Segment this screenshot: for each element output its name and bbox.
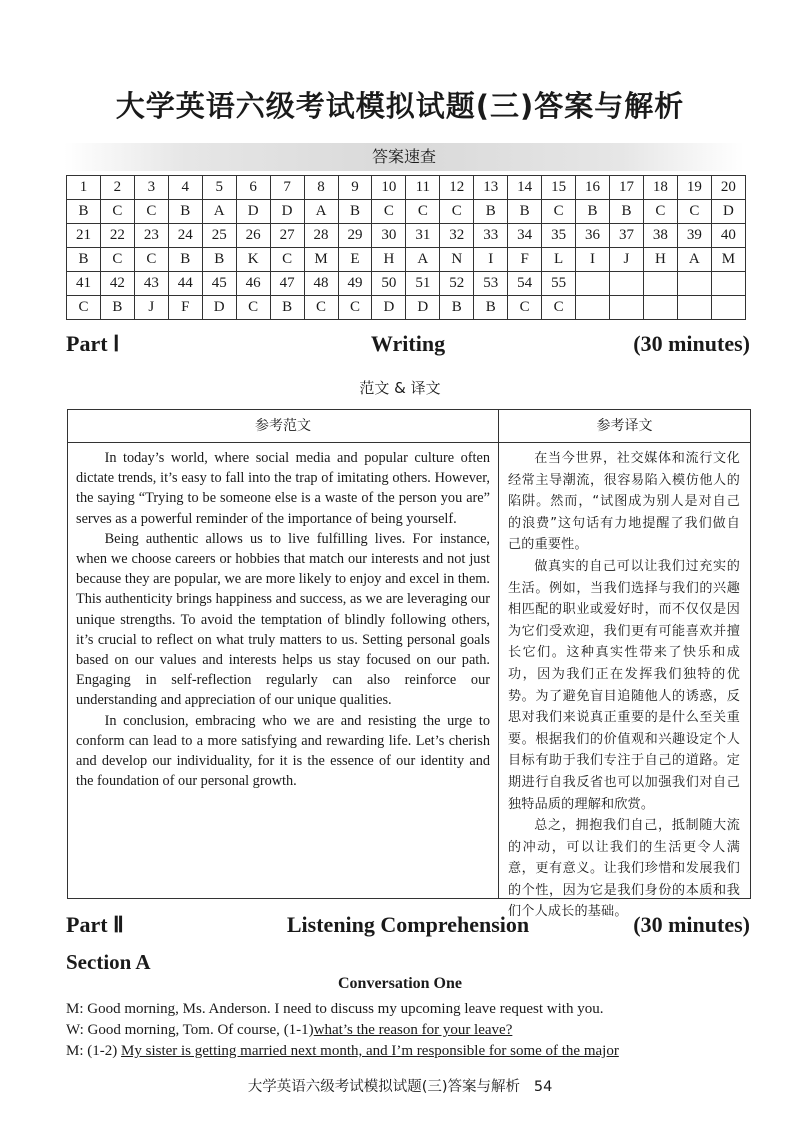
question-number-cell: 19 <box>677 176 711 200</box>
column-divider <box>498 410 499 898</box>
sample-essay-table <box>67 409 751 920</box>
dialogue-line <box>66 1043 756 1060</box>
answer-cell: C <box>100 248 134 272</box>
answer-key-heading: 答案速查 <box>371 147 436 166</box>
question-number-cell: 22 <box>100 224 134 248</box>
answer-cell: L <box>542 248 576 272</box>
answer-key-banner <box>64 143 744 171</box>
question-number-cell: 9 <box>338 176 372 200</box>
answer-cell: B <box>576 200 610 224</box>
answer-cell: A <box>677 248 711 272</box>
question-number-row <box>67 176 746 200</box>
answer-cell <box>610 296 644 320</box>
answer-cell: C <box>677 200 711 224</box>
answer-cell: D <box>270 200 304 224</box>
answer-row <box>67 248 746 272</box>
question-number-cell: 48 <box>304 272 338 296</box>
question-number-cell: 18 <box>643 176 677 200</box>
question-number-cell: 6 <box>236 176 270 200</box>
answer-cell: F <box>168 296 202 320</box>
question-number-cell: 8 <box>304 176 338 200</box>
col-header-en: 参考范文 <box>68 410 498 443</box>
question-number-cell: 12 <box>440 176 474 200</box>
answer-cell: B <box>610 200 644 224</box>
question-number-cell: 43 <box>134 272 168 296</box>
answer-cell: K <box>236 248 270 272</box>
page-number: 54 <box>533 1079 553 1095</box>
footer-text: 大学英语六级考试模拟试题(三)答案与解析 <box>247 1079 521 1095</box>
answer-cell: C <box>542 296 576 320</box>
answer-key-table <box>66 175 746 320</box>
answer-cell: F <box>508 248 542 272</box>
line-text: Good morning, Tom. Of course, <box>87 1022 280 1038</box>
dialogue-line <box>66 1001 756 1018</box>
question-number-cell: 27 <box>270 224 304 248</box>
answer-cell: C <box>270 248 304 272</box>
answer-cell: M <box>304 248 338 272</box>
en-paragraph: In conclusion, embracing who we are and resisting the urge to conform can lead to a more satisfying and rewarding life. Let’s cherish and develop our individuality, for it is the essence of our identity and the foundation of our personal growth. <box>76 712 490 790</box>
answer-cell: B <box>338 200 372 224</box>
speaker: M: <box>66 1001 84 1017</box>
question-number-row <box>67 272 746 296</box>
question-number-cell <box>711 272 745 296</box>
answer-cell: B <box>67 200 101 224</box>
question-tag: (1-2) <box>87 1043 118 1059</box>
question-number-cell: 25 <box>202 224 236 248</box>
answer-row <box>67 296 746 320</box>
answer-cell: B <box>168 200 202 224</box>
question-number-cell: 33 <box>474 224 508 248</box>
answer-cell: J <box>610 248 644 272</box>
answer-cell <box>643 296 677 320</box>
conversation-heading: Conversation One <box>338 975 462 992</box>
question-number-cell <box>643 272 677 296</box>
question-number-cell: 55 <box>542 272 576 296</box>
speaker: W: <box>66 1022 84 1038</box>
answer-cell: J <box>134 296 168 320</box>
question-number-cell: 24 <box>168 224 202 248</box>
part2-time: (30 minutes) <box>633 912 750 937</box>
answer-cell: H <box>643 248 677 272</box>
question-number-cell: 31 <box>406 224 440 248</box>
question-number-cell: 32 <box>440 224 474 248</box>
question-number-cell: 50 <box>372 272 406 296</box>
question-number-cell: 35 <box>542 224 576 248</box>
part1-header <box>66 331 750 361</box>
sample-subheading: 范文 & 译文 <box>359 379 441 397</box>
answer-cell: B <box>202 248 236 272</box>
answer-cell: H <box>372 248 406 272</box>
question-number-cell: 2 <box>100 176 134 200</box>
question-number-cell: 1 <box>67 176 101 200</box>
answer-cell: B <box>67 248 101 272</box>
question-number-cell: 34 <box>508 224 542 248</box>
answer-cell: N <box>440 248 474 272</box>
answer-cell: C <box>440 200 474 224</box>
answer-cell: B <box>168 248 202 272</box>
answer-cell: C <box>643 200 677 224</box>
answer-cell: B <box>508 200 542 224</box>
answer-cell: B <box>474 296 508 320</box>
part2-name: Listening Comprehension <box>286 912 530 937</box>
question-number-cell: 51 <box>406 272 440 296</box>
question-number-cell <box>576 272 610 296</box>
question-number-cell: 47 <box>270 272 304 296</box>
answer-cell: C <box>134 200 168 224</box>
question-number-cell: 28 <box>304 224 338 248</box>
answer-cell: B <box>100 296 134 320</box>
dialogue-line <box>66 1022 756 1039</box>
question-number-cell: 17 <box>610 176 644 200</box>
answer-cell: C <box>236 296 270 320</box>
question-number-cell: 30 <box>372 224 406 248</box>
question-number-cell: 44 <box>168 272 202 296</box>
zh-paragraph: 在当今世界，社交媒体和流行文化经常主导潮流，很容易陷入模仿他人的陷阱。然而，“试图成为别人是对自己的浪费”这句话有力地提醒了我们做自己的重要性。 <box>508 451 740 553</box>
question-number-cell: 42 <box>100 272 134 296</box>
answer-cell: C <box>304 296 338 320</box>
question-number-cell: 45 <box>202 272 236 296</box>
answer-cell: D <box>406 296 440 320</box>
answer-cell: I <box>576 248 610 272</box>
question-number-cell: 11 <box>406 176 440 200</box>
question-number-cell: 21 <box>67 224 101 248</box>
zh-paragraph: 总之，拥抱我们自己，抵制随大流的冲动，可以让我们的生活更令人满意，更有意义。让我们珍惜和发展我们的个性，因为它是我们身份的本质和我们个人成长的基础。 <box>508 818 740 920</box>
question-number-cell: 10 <box>372 176 406 200</box>
answer-cell: A <box>304 200 338 224</box>
speaker: M: <box>66 1043 84 1059</box>
question-number-cell <box>677 272 711 296</box>
page-footer <box>0 1075 800 1096</box>
question-tag: (1-1) <box>283 1022 314 1038</box>
question-number-row <box>67 224 746 248</box>
question-number-cell: 4 <box>168 176 202 200</box>
underlined-answer: My sister is getting married next month, and I’m responsible for some of the major <box>121 1043 619 1059</box>
col-header-zh: 参考译文 <box>499 410 750 443</box>
answer-cell: C <box>406 200 440 224</box>
question-number-cell: 14 <box>508 176 542 200</box>
answer-cell: A <box>406 248 440 272</box>
part2-label: Part Ⅱ <box>66 912 124 937</box>
question-number-cell: 52 <box>440 272 474 296</box>
en-paragraph: In today’s world, where social media and popular culture often dictate trends, it’s easy to fall into the trap of imitating others. However, the saying “Trying to be someone else is a waste of the person you are” serves as a powerful reminder of the importance of being yourself. <box>76 450 490 527</box>
question-number-cell: 38 <box>643 224 677 248</box>
answer-cell: E <box>338 248 372 272</box>
part1-time: (30 minutes) <box>633 331 750 356</box>
answer-cell: B <box>270 296 304 320</box>
page-title: 大学英语六级考试模拟试题(三)答案与解析 <box>115 89 685 123</box>
question-number-cell: 23 <box>134 224 168 248</box>
question-number-cell: 40 <box>711 224 745 248</box>
answer-cell: I <box>474 248 508 272</box>
answer-row <box>67 200 746 224</box>
question-number-cell: 41 <box>67 272 101 296</box>
answer-cell: C <box>372 200 406 224</box>
question-number-cell: 26 <box>236 224 270 248</box>
answer-cell: D <box>202 296 236 320</box>
question-number-cell: 3 <box>134 176 168 200</box>
english-essay <box>76 448 490 791</box>
answer-cell: M <box>711 248 745 272</box>
question-number-cell: 20 <box>711 176 745 200</box>
question-number-cell: 15 <box>542 176 576 200</box>
line-text: Good morning, Ms. Anderson. I need to discuss my upcoming leave request with you. <box>87 1001 604 1017</box>
part2-header <box>66 912 750 942</box>
question-number-cell: 39 <box>677 224 711 248</box>
chinese-translation <box>508 448 740 923</box>
question-number-cell: 13 <box>474 176 508 200</box>
part1-name: Writing <box>370 331 446 356</box>
answer-cell: D <box>372 296 406 320</box>
answer-cell: C <box>67 296 101 320</box>
part1-label: Part Ⅰ <box>66 331 120 356</box>
answer-cell <box>677 296 711 320</box>
question-number-cell: 46 <box>236 272 270 296</box>
answer-cell: D <box>236 200 270 224</box>
underlined-answer: what’s the reason for your leave? <box>313 1022 513 1038</box>
answer-cell <box>711 296 745 320</box>
question-number-cell: 53 <box>474 272 508 296</box>
section-heading: Section A <box>66 950 151 974</box>
question-number-cell: 7 <box>270 176 304 200</box>
answer-cell: D <box>711 200 745 224</box>
answer-cell: C <box>542 200 576 224</box>
answer-cell <box>576 296 610 320</box>
en-paragraph: Being authentic allows us to live fulfilling lives. For instance, when we choose careers or hobbies that match our interests and not just because they are popular, we are more likely to enjoy and excel in them. This authenticity brings happiness and success, as we are leveraging our unique strengths. To avoid the temptation of blindly following others, it’s crucial to reflect on what truly matters to us. Setting personal goals based on our values and interests helps us stay focused on our path. Engaging in self-reflection regularly can also reinforce our understanding and appreciation of our unique qualities. <box>76 530 490 709</box>
answer-cell: B <box>440 296 474 320</box>
answer-cell: B <box>474 200 508 224</box>
answer-cell: A <box>202 200 236 224</box>
question-number-cell: 37 <box>610 224 644 248</box>
question-number-cell: 29 <box>338 224 372 248</box>
answer-cell: C <box>508 296 542 320</box>
answer-cell: C <box>100 200 134 224</box>
zh-paragraph: 做真实的自己可以让我们过充实的生活。例如，当我们选择与我们的兴趣相匹配的职业或爱好时，而不仅仅是因为它们受欢迎，我们更有可能喜欢并擅长它们。这种真实性带来了快乐和成功，因为我们正在发挥我们独特的优势。为了避免盲目追随他人的诱惑，反思对我们来说真正重要的是什么至关重要。根据我们的价值观和兴趣设定个人目标有助于我们专注于自己的道路。定期进行自我反省也可以加强我们对自己独特品质的理解和欣赏。 <box>508 558 740 812</box>
question-number-cell: 49 <box>338 272 372 296</box>
question-number-cell: 5 <box>202 176 236 200</box>
question-number-cell: 16 <box>576 176 610 200</box>
answer-cell: C <box>338 296 372 320</box>
question-number-cell <box>610 272 644 296</box>
answer-cell: C <box>134 248 168 272</box>
question-number-cell: 36 <box>576 224 610 248</box>
question-number-cell: 54 <box>508 272 542 296</box>
